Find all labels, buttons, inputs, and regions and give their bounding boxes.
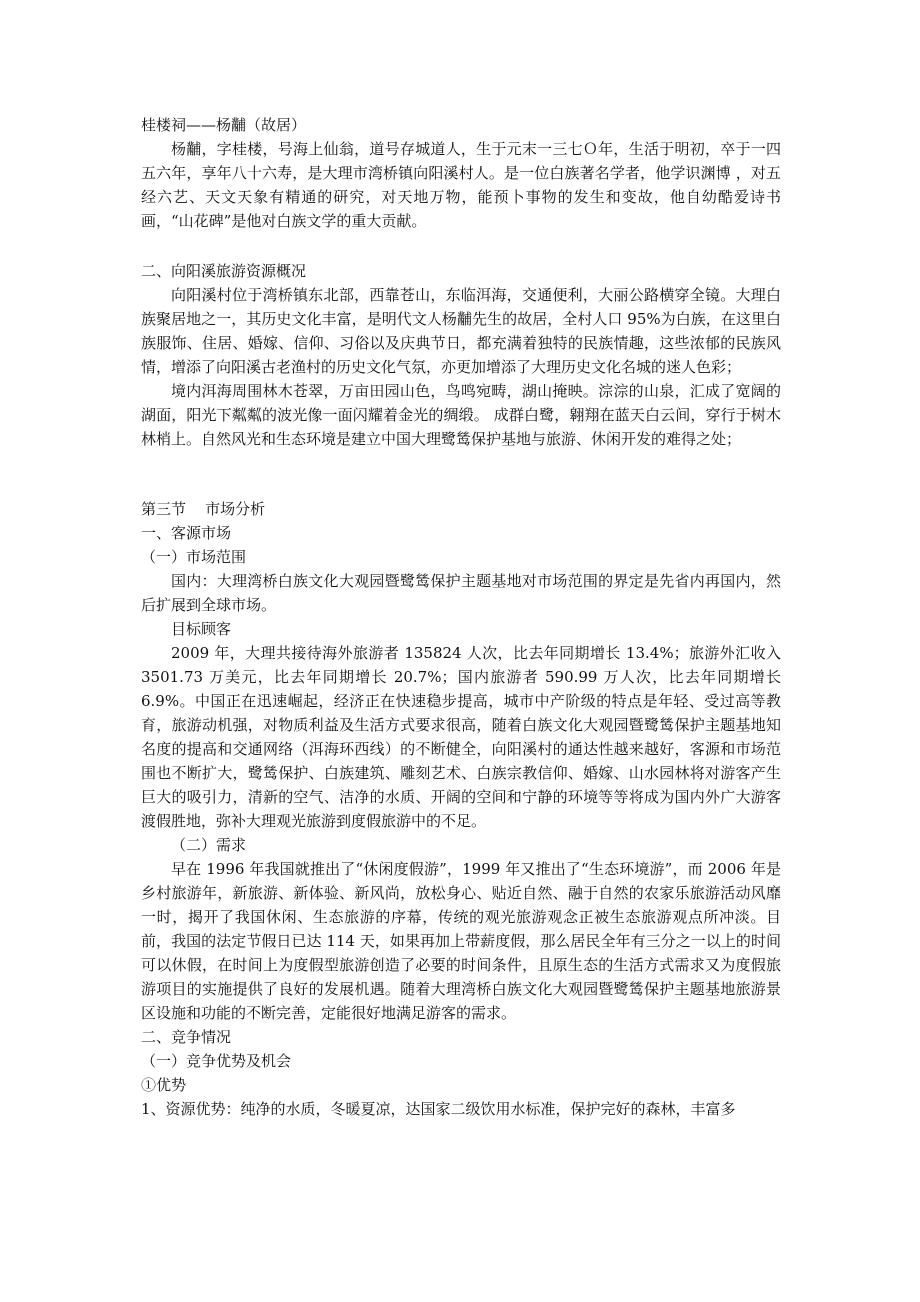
spacer bbox=[141, 451, 781, 497]
subheading-demand: （二）需求 bbox=[171, 836, 247, 854]
spacer bbox=[141, 233, 781, 259]
subheading-source-market: 一、客源市场 bbox=[141, 524, 232, 542]
subheading-competition: 二、竞争情况 bbox=[141, 1028, 232, 1046]
paragraph-scenery: 境内洱海周围林木苍翠，万亩田园山色，鸟鸣宛畴，湖山掩映。淙淙的山泉，汇成了宽阔的湖面，阳光下粼粼的波光像一面闪耀着金光的绸缎。 成群白鹭，翱翔在蓝天白云间，穿行于树木林梢上。自然风光和生态环境是建立中国大理鹭鸶保护基地与旅游、休闲开发的难得之处； bbox=[141, 382, 781, 448]
subheading-advantages-opportunities: （一）竞争优势及机会 bbox=[141, 1052, 292, 1070]
label-advantages: ①优势 bbox=[141, 1076, 187, 1094]
section-heading-market-analysis: 第三节 市场分析 bbox=[141, 500, 266, 518]
section-heading-resources: 二、向阳溪旅游资源概况 bbox=[141, 262, 307, 280]
document-page bbox=[141, 113, 781, 1121]
paragraph-yangfu-bio: 杨黼，字桂楼，号海上仙翁，道号存城道人，生于元末一三七Ｏ年，生活于明初，卒于一四五六年，享年八十六寿，是大理市湾桥镇向阳溪村人。是一位白族著名学者，他学识渊博 ，对五经六艺、天文天象有精通的研究，对天地万物，能预卜事物的发生和变故，他自幼酷爱诗书画，“山花碑”是他对白族文学的重大贡献。 bbox=[141, 140, 781, 230]
paragraph-target-customers: 2009 年，大理共接待海外旅游者 135824 人次，比去年同期增长 13.4%；旅游外汇收入3501.73 万美元，比去年同期增长 20.7%；国内旅游者 590.99 万人次，比去年同期增长6.9%。中国正在迅速崛起，经济正在快速稳步提高，城市中产阶级的特点是年轻、受过高等教育，旅游动机强，对物质利益及生活方式要求很高，随着白族文化大观园暨鹭鸶保护主题基地知名度的提高和交通网络（洱海环西线）的不断健全，向阳溪村的通达性越来越好，客源和市场范围也不断扩大，鹭鸶保护、白族建筑、雕刻艺术、白族宗教信仰、婚嫁、山水园林将对游客产生巨大的吸引力，清新的空气、洁净的水质、开阔的空间和宁静的环境等等将成为国内外广大游客渡假胜地，弥补大理观光旅游到度假旅游中的不足。 bbox=[141, 644, 781, 830]
section-heading-guilou: 桂楼祠——杨黼（故居） bbox=[141, 116, 307, 134]
paragraph-demand: 早在 1996 年我国就推出了“休闲度假游”，1999 年又推出了“生态环境游”，而 2006 年是乡村旅游年，新旅游、新体验、新风尚，放松身心、贴近自然、融于自然的农家乐旅游活动风靡一时，揭开了我国休闲、生态旅游的序幕，传统的观光旅游观念正被生态旅游观点所冲淡。目前，我国的法定节假日已达 114 天，如果再加上带薪度假，那么居民全年有三分之一以上的时间可以休假，在时间上为度假型旅游创造了必要的时间条件，且原生态的生活方式需求又为度假旅游项目的实施提供了良好的发展机遇。随着大理湾桥白族文化大观园暨鹭鸶保护主题基地旅游景区设施和功能的不断完善，定能很好地满足游客的需求。 bbox=[141, 860, 781, 1022]
paragraph-domestic: 国内：大理湾桥白族文化大观园暨鹭鸶保护主题基地对市场范围的界定是先省内再国内，然后扩展到全球市场。 bbox=[141, 572, 781, 614]
paragraph-village-overview: 向阳溪村位于湾桥镇东北部，西靠苍山，东临洱海，交通便利，大丽公路横穿全镜。大理白族聚居地之一，其历史文化丰富，是明代文人杨黼先生的故居，全村人口 95%为白族，在这里白族服饰、住居、婚嫁、信仰、习俗以及庆典节日，都充满着独特的民族情趣，这些浓郁的民族风情，增添了向阳溪古老渔村的历史文化气氛，亦更加增添了大理历史文化名城的迷人色彩； bbox=[141, 286, 781, 376]
subheading-market-scope: （一）市场范围 bbox=[141, 548, 247, 566]
paragraph-resource-advantage: 1、资源优势：纯净的水质，冬暖夏凉，达国家二级饮用水标准，保护完好的森林，丰富多 bbox=[141, 1100, 736, 1118]
label-target-customers: 目标顾客 bbox=[171, 620, 232, 638]
